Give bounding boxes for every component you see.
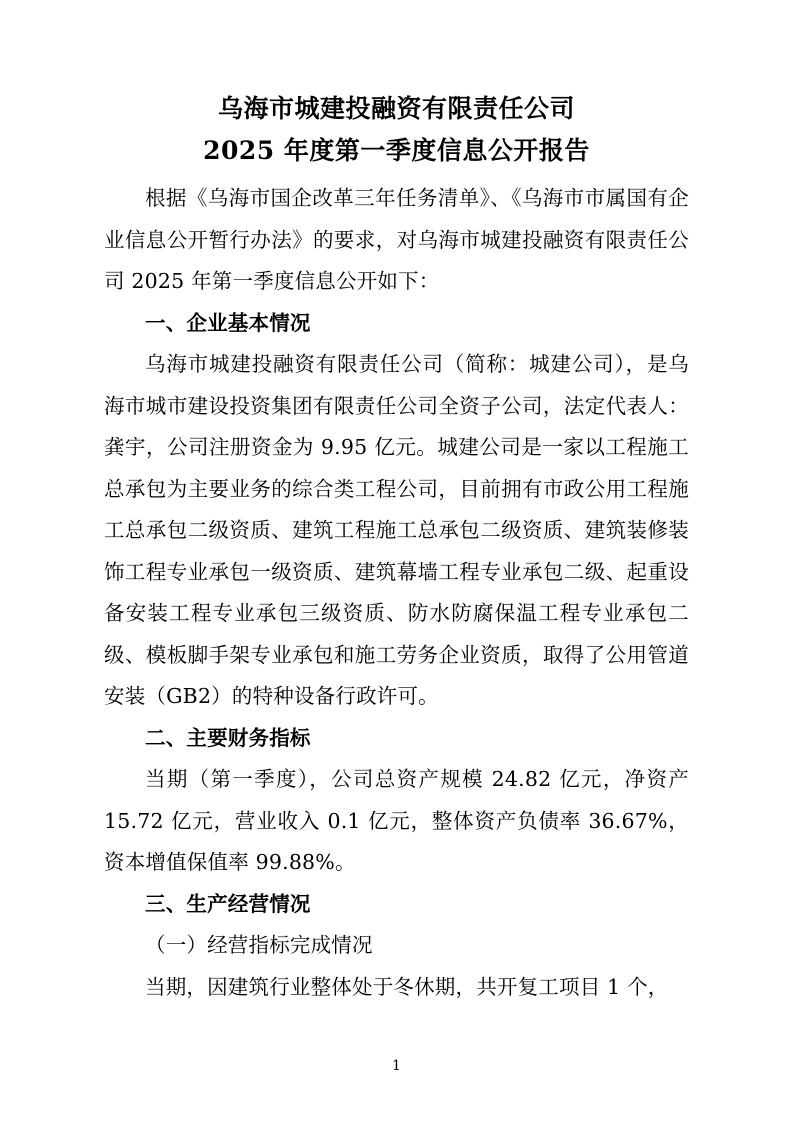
- title-line-2: 2025 年度第一季度信息公开报告: [203, 136, 590, 165]
- section-heading-3: 三、生产经营情况: [145, 891, 311, 916]
- page-title: [104, 88, 689, 172]
- section-3-paragraph-1: 当期，因建筑行业整体处于冬休期，共开复工项目 1 个，: [145, 974, 669, 999]
- title-line-1: 乌海市城建投融资有限责任公司: [217, 94, 575, 123]
- section-heading-2: 二、主要财务指标: [145, 725, 311, 750]
- section-heading-1: 一、企业基本情况: [145, 310, 311, 335]
- section-2-paragraph-1: 当期（第一季度），公司总资产规模 24.82 亿元，净资产 15.72 亿元，营业收入 0.1 亿元，整体资产负债率 36.67%，资本增值保值率 99.88%。: [104, 767, 689, 874]
- section-1-paragraph-1: 乌海市城建投融资有限责任公司（简称：城建公司），是乌海市城市建设投资集团有限责任公司全资子公司，法定代表人：龚宇，公司注册资金为 9.95 亿元。城建公司是一家以工程施工总承包为主要业务的综合类工程公司，目前拥有市政公用工程施工总承包二级资质、建筑工程施工总承包二级资质、建筑装修装饰工程专业承包一级资质、建筑幕墙工程专业承包二级、起重设备安装工程专业承包三级资质、防水防腐保温工程专业承包二级、模板脚手架专业承包和施工劳务企业资质，取得了公用管道安装（GB2）的特种设备行政许可。: [104, 352, 689, 708]
- page-number: 1: [392, 1058, 401, 1074]
- section-3-subheading: （一）经营指标完成情况: [145, 933, 373, 957]
- intro-paragraph: 根据《乌海市国企改革三年任务清单》、《乌海市市属国有企业信息公开暂行办法》的要求，对乌海市城建投融资有限责任公司 2025 年第一季度信息公开如下：: [104, 186, 689, 293]
